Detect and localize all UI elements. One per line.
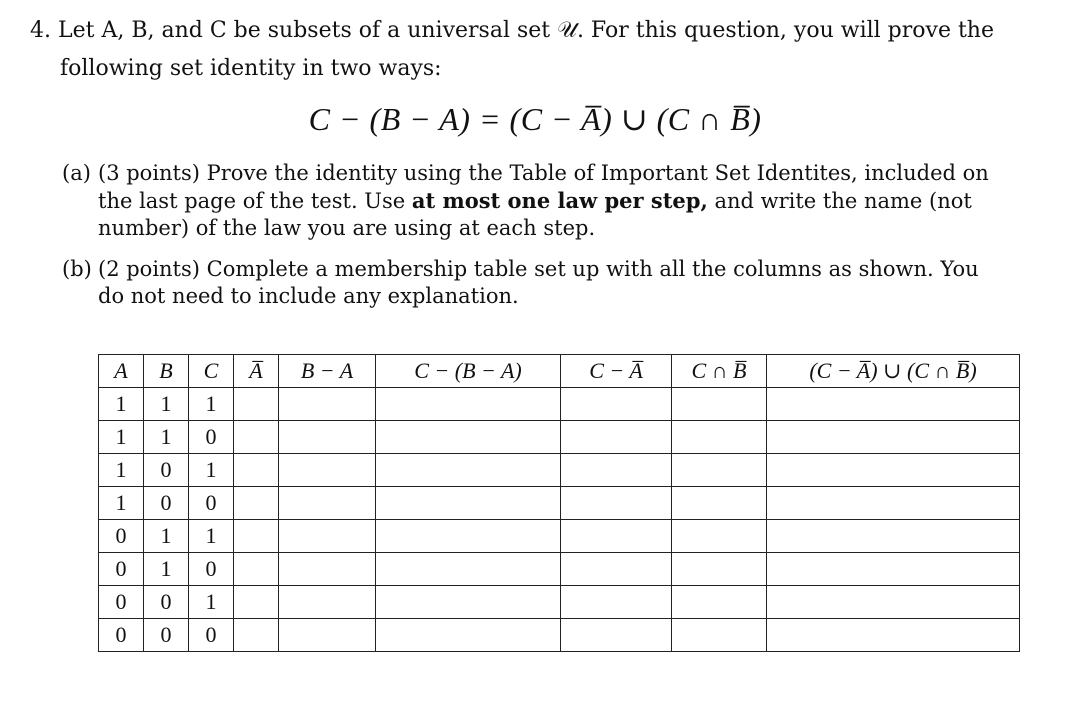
table-row <box>99 586 1020 619</box>
table-cell-empty[interactable] <box>672 553 767 586</box>
table-cell-empty[interactable] <box>672 586 767 619</box>
part-a-tag: (a) <box>62 161 91 185</box>
table-cell-value: 1 <box>144 553 189 586</box>
table-cell-empty[interactable] <box>767 619 1020 652</box>
table-cell-value: 0 <box>144 619 189 652</box>
table-cell-empty[interactable] <box>767 553 1020 586</box>
table-cell-empty[interactable] <box>561 388 672 421</box>
part-a-bold: at most one law per step, <box>411 188 708 213</box>
table-cell-value: 1 <box>99 388 144 421</box>
table-cell-empty[interactable] <box>376 487 561 520</box>
table-cell-empty[interactable] <box>376 586 561 619</box>
part-a-text-1: (3 points) Prove the identity using the Table of Important Set Identites, included on the last page of the test. Use <box>98 161 989 213</box>
table-row <box>99 421 1020 454</box>
table-cell-value: 0 <box>189 421 234 454</box>
table-cell-value: 0 <box>189 619 234 652</box>
table-cell-empty[interactable] <box>376 454 561 487</box>
table-cell-empty[interactable] <box>672 388 767 421</box>
table-row <box>99 388 1020 421</box>
table-cell-value: 1 <box>189 388 234 421</box>
table-cell-empty[interactable] <box>234 454 279 487</box>
table-cell-empty[interactable] <box>561 619 672 652</box>
table-row <box>99 553 1020 586</box>
table-cell-value: 1 <box>189 586 234 619</box>
header-c-minus-b-minus-a: C − (B − A) <box>376 355 561 388</box>
table-cell-empty[interactable] <box>376 553 561 586</box>
table-cell-empty[interactable] <box>376 421 561 454</box>
table-row <box>99 487 1020 520</box>
header-c-intersect-b-complement: C ∩ B̅ <box>672 355 767 388</box>
table-row <box>99 520 1020 553</box>
table-cell-empty[interactable] <box>672 421 767 454</box>
table-cell-empty[interactable] <box>561 421 672 454</box>
question-line-1: 4. Let A, B, and C be subsets of a universal set 𝒰. For this question, you will prove the <box>30 18 994 43</box>
part-a <box>62 160 1002 242</box>
table-cell-empty[interactable] <box>376 520 561 553</box>
table-cell-value: 1 <box>99 421 144 454</box>
table-cell-value: 1 <box>144 388 189 421</box>
table-cell-empty[interactable] <box>672 619 767 652</box>
table-cell-empty[interactable] <box>561 553 672 586</box>
table-cell-value: 1 <box>189 454 234 487</box>
table-cell-empty[interactable] <box>234 487 279 520</box>
table-cell-value: 0 <box>144 586 189 619</box>
table-cell-empty[interactable] <box>279 553 376 586</box>
table-cell-empty[interactable] <box>767 388 1020 421</box>
table-row <box>99 619 1020 652</box>
table-cell-empty[interactable] <box>234 553 279 586</box>
question-line-2: following set identity in two ways: <box>60 56 442 81</box>
part-b-tag: (b) <box>62 257 92 281</box>
table-cell-empty[interactable] <box>279 454 376 487</box>
table-cell-empty[interactable] <box>767 586 1020 619</box>
table-cell-empty[interactable] <box>279 421 376 454</box>
table-cell-empty[interactable] <box>767 487 1020 520</box>
table-cell-empty[interactable] <box>234 421 279 454</box>
header-c: C <box>189 355 234 388</box>
table-cell-empty[interactable] <box>561 487 672 520</box>
table-cell-value: 0 <box>99 553 144 586</box>
table-cell-empty[interactable] <box>234 619 279 652</box>
header-b-minus-a: B − A <box>279 355 376 388</box>
table-cell-empty[interactable] <box>561 586 672 619</box>
header-a: A <box>99 355 144 388</box>
table-cell-value: 0 <box>99 619 144 652</box>
table-cell-value: 1 <box>99 454 144 487</box>
table-cell-empty[interactable] <box>767 520 1020 553</box>
table-cell-empty[interactable] <box>672 454 767 487</box>
header-c-minus-a-complement: C − A̅ <box>561 355 672 388</box>
table-cell-empty[interactable] <box>767 421 1020 454</box>
table-cell-empty[interactable] <box>767 454 1020 487</box>
table-cell-empty[interactable] <box>234 388 279 421</box>
set-identity-equation: C − (B − A) = (C − A̅) ∪ (C ∩ B̅) <box>308 101 762 137</box>
table-cell-empty[interactable] <box>376 388 561 421</box>
part-a-text-2: and write the name (not number) of the law you are using at each step. <box>98 189 972 240</box>
table-cell-empty[interactable] <box>234 586 279 619</box>
table-cell-empty[interactable] <box>279 586 376 619</box>
table-cell-empty[interactable] <box>279 619 376 652</box>
table-cell-value: 0 <box>99 520 144 553</box>
table-cell-empty[interactable] <box>561 520 672 553</box>
table-cell-empty[interactable] <box>561 454 672 487</box>
table-cell-value: 1 <box>99 487 144 520</box>
table-cell-value: 1 <box>144 421 189 454</box>
table-cell-value: 0 <box>144 487 189 520</box>
table-cell-value: 0 <box>189 553 234 586</box>
table-cell-value: 1 <box>144 520 189 553</box>
table-cell-empty[interactable] <box>279 520 376 553</box>
table-cell-value: 0 <box>144 454 189 487</box>
table-cell-value: 0 <box>189 487 234 520</box>
table-cell-empty[interactable] <box>672 520 767 553</box>
part-b <box>62 256 1002 310</box>
part-a-body <box>98 160 1002 242</box>
header-union: (C − A̅) ∪ (C ∩ B̅) <box>767 355 1020 388</box>
table-cell-empty[interactable] <box>234 520 279 553</box>
table-row <box>99 454 1020 487</box>
part-b-body: (2 points) Complete a membership table set up with all the columns as shown. You do not need to include any explanation. <box>98 257 979 308</box>
membership-table <box>98 354 1020 652</box>
table-cell-empty[interactable] <box>672 487 767 520</box>
table-cell-empty[interactable] <box>279 388 376 421</box>
header-a-complement: A̅ <box>234 355 279 388</box>
header-b: B <box>144 355 189 388</box>
table-cell-empty[interactable] <box>376 619 561 652</box>
table-cell-value: 0 <box>99 586 144 619</box>
table-cell-empty[interactable] <box>279 487 376 520</box>
table-cell-value: 1 <box>189 520 234 553</box>
membership-table-header-row <box>99 355 1020 388</box>
